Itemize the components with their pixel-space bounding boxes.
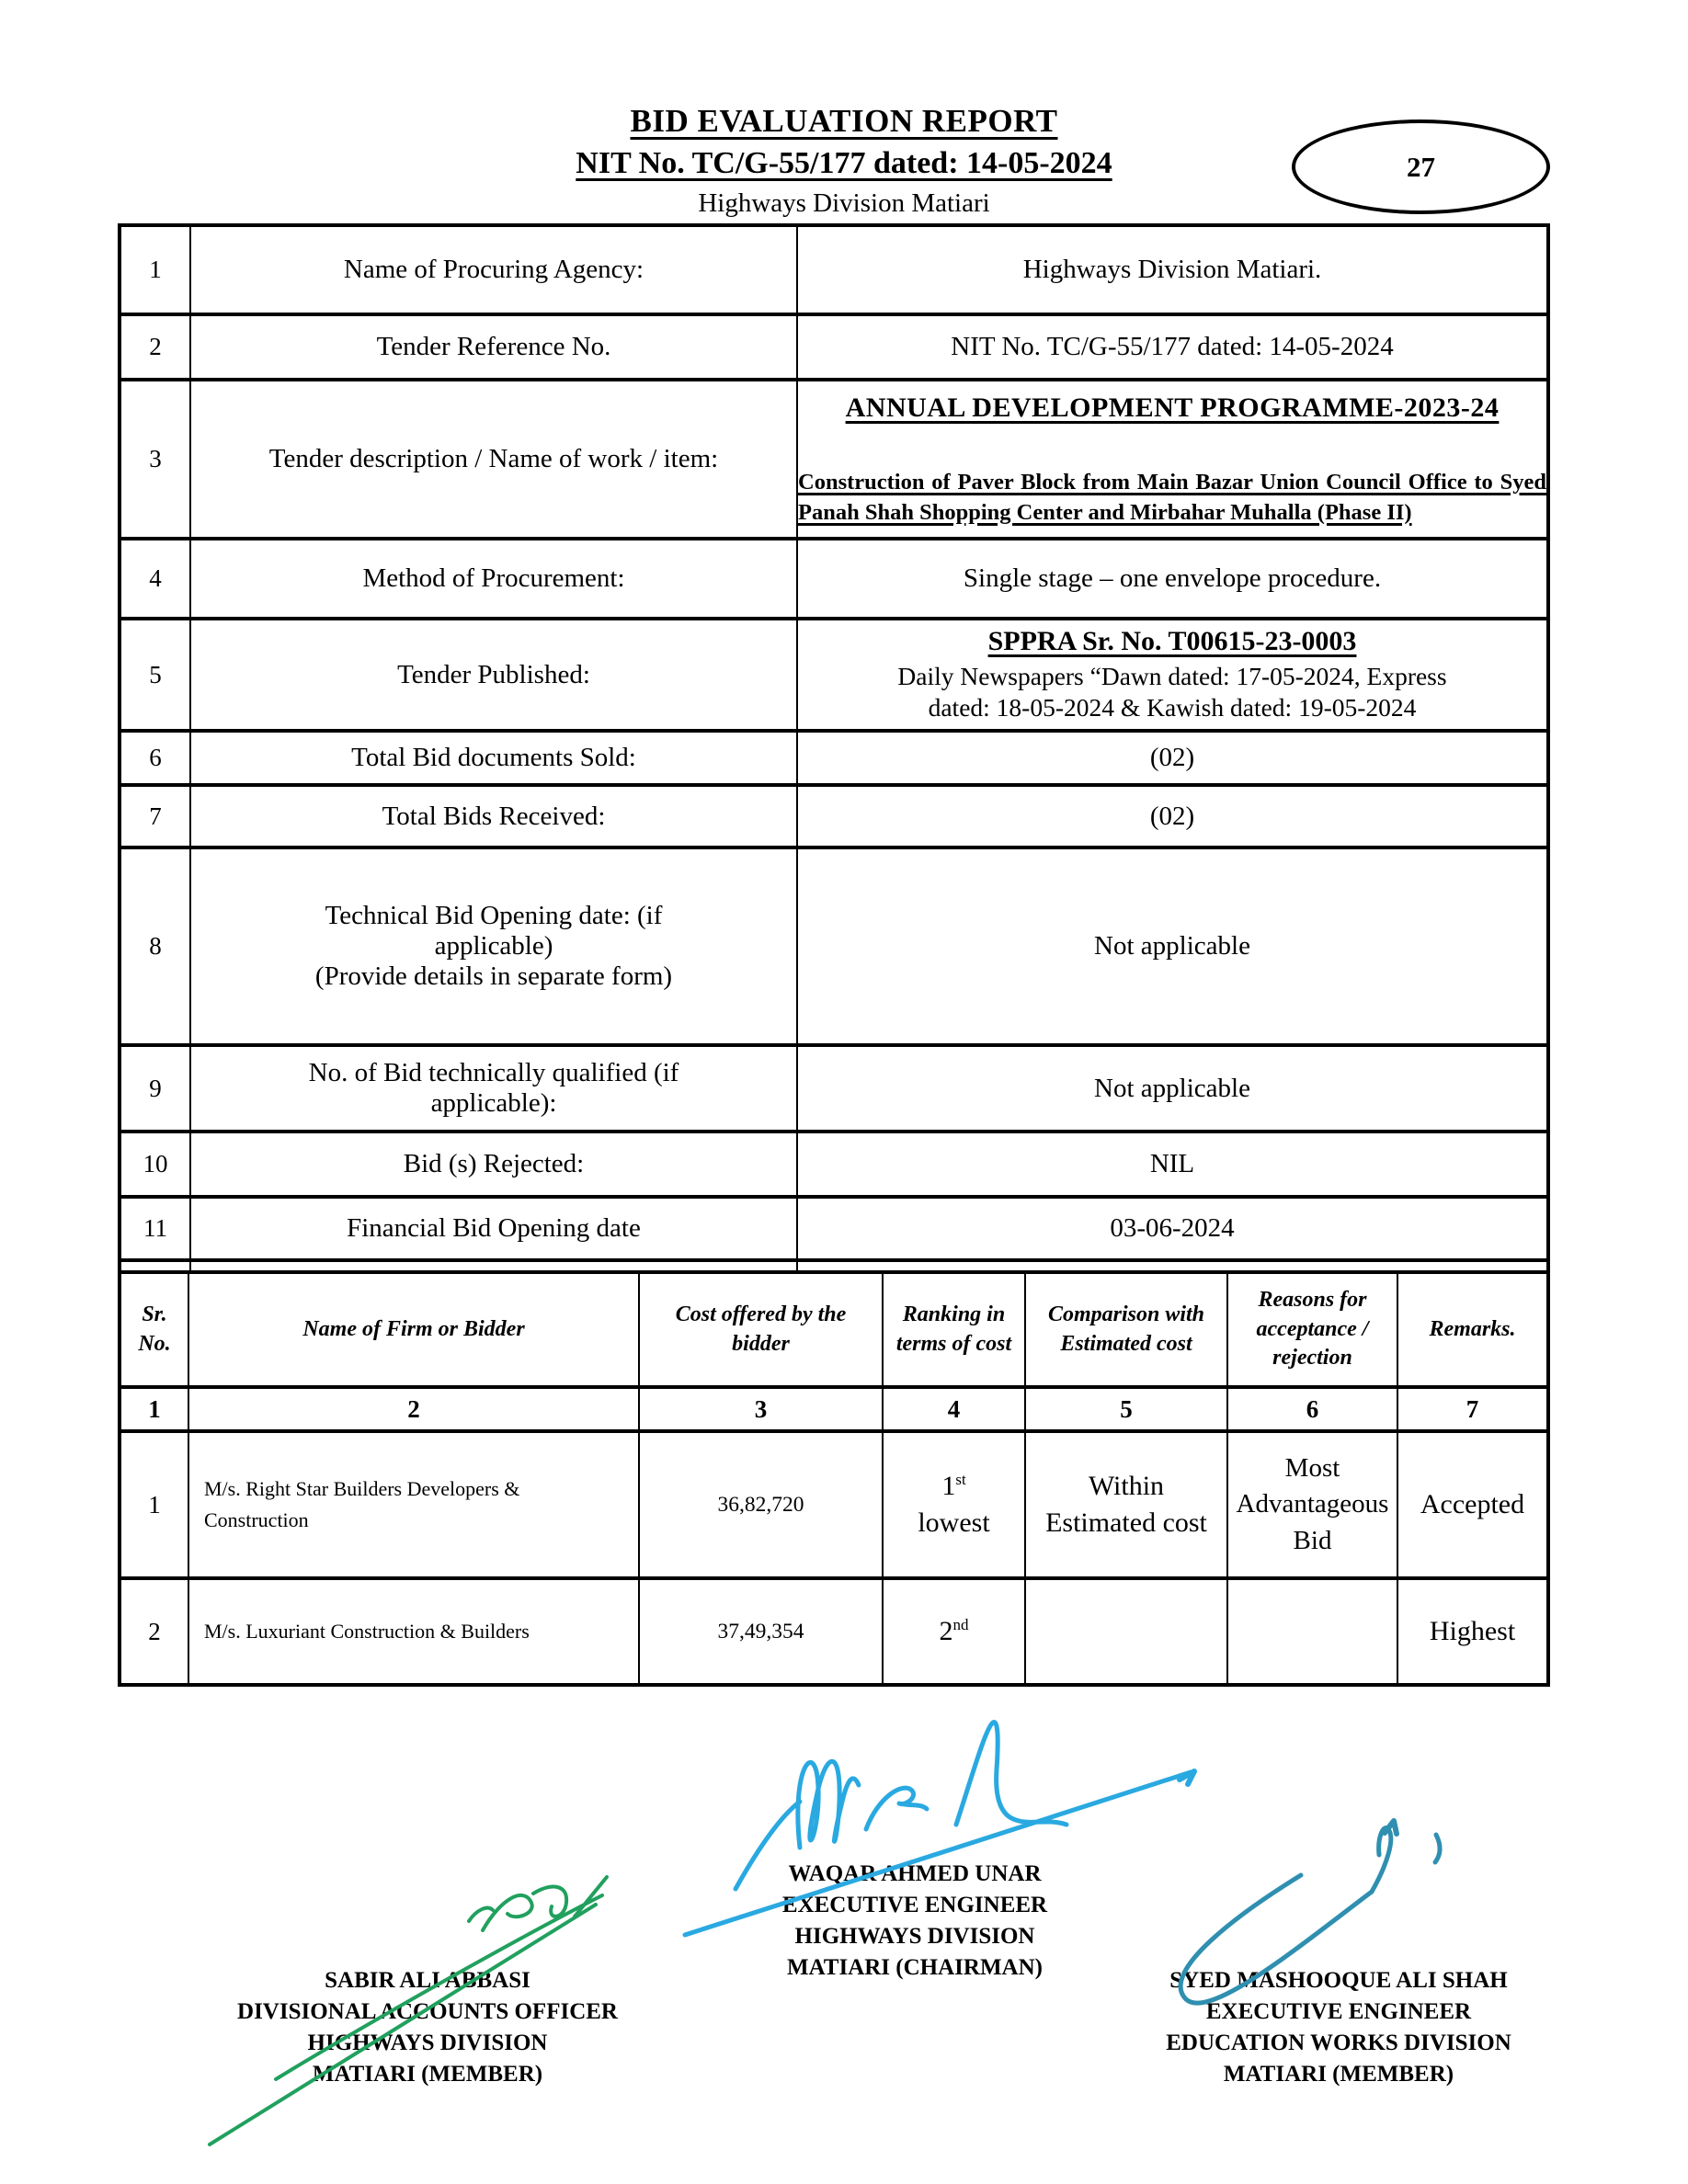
row-value: Not applicable <box>797 847 1548 1045</box>
bidder-row <box>120 1431 1548 1578</box>
newspapers-detail: Daily Newspapers “Dawn dated: 17-05-2024, Express dated: 18-05-2024 & Kawish dated: 19-05-2024 <box>897 661 1447 722</box>
row-value <box>797 380 1548 539</box>
signatory-name: SABIR ALI ABBASI <box>325 1968 530 1993</box>
bidder-sr: 1 <box>120 1431 188 1578</box>
row-value: Single stage – one envelope procedure. <box>797 539 1548 619</box>
row-number: 8 <box>120 847 190 1045</box>
member-left-signature-block <box>170 1965 685 2090</box>
col-header-reasons: Reasons for acceptance / rejection <box>1227 1272 1397 1387</box>
bidder-reasons: Most Advantageous Bid <box>1227 1431 1397 1578</box>
row-number: 1 <box>120 225 190 314</box>
signatory-title: EXECUTIVE ENGINEER <box>781 1893 1048 1917</box>
row-label: Name of Procuring Agency: <box>190 225 797 314</box>
table-row <box>120 1197 1548 1260</box>
signatory-title: EXECUTIVE ENGINEER <box>1205 1999 1472 2024</box>
col-number: 4 <box>883 1387 1025 1431</box>
col-header-comparison: Comparison with Estimated cost <box>1025 1272 1227 1387</box>
bidder-remarks: Highest <box>1397 1578 1548 1685</box>
bidder-comparison <box>1025 1578 1227 1685</box>
row-number: 3 <box>120 380 190 539</box>
row-value: NIT No. TC/G-55/177 dated: 14-05-2024 <box>797 314 1548 380</box>
column-number-row <box>120 1387 1548 1431</box>
work-description: Construction of Paver Block from Main Bazar Union Council Office to Syed Panah Shah Shopping Center and Mirbahar Muhalla (Phase II) <box>798 470 1546 525</box>
row-value: (02) <box>797 785 1548 847</box>
page-number-badge <box>1292 119 1550 214</box>
col-number: 2 <box>188 1387 639 1431</box>
bidder-comparison: Within Estimated cost <box>1025 1431 1227 1578</box>
row-value: (02) <box>797 731 1548 785</box>
rank-number: 1 <box>941 1470 956 1501</box>
col-number: 3 <box>639 1387 883 1431</box>
row-number: 2 <box>120 314 190 380</box>
row-label-line: Technical Bid Opening date: (if applicable) <box>325 901 663 961</box>
header-row <box>120 1272 1548 1387</box>
rank-ordinal <box>884 1468 1024 1506</box>
row-number: 11 <box>120 1197 190 1260</box>
programme-heading: ANNUAL DEVELOPMENT PROGRAMME-2023-24 <box>845 392 1500 424</box>
row-value: 03-06-2024 <box>797 1197 1548 1260</box>
col-number: 7 <box>1397 1387 1548 1431</box>
row-number: 7 <box>120 785 190 847</box>
table-row <box>120 225 1548 314</box>
signatory-role: MATIARI (MEMBER) <box>312 2062 543 2087</box>
rank-suffix: nd <box>952 1615 969 1633</box>
bidder-firm: M/s. Right Star Builders Developers & Construction <box>188 1431 639 1578</box>
row-label: Financial Bid Opening date <box>190 1197 797 1260</box>
row-label-line: No. of Bid technically qualified (if applicable): <box>308 1058 679 1118</box>
sppra-serial: SPPRA Sr. No. T00615-23-0003 <box>987 625 1357 656</box>
col-header-sr: Sr. No. <box>120 1272 188 1387</box>
bidder-rank <box>883 1578 1025 1685</box>
row-number: 6 <box>120 731 190 785</box>
signatory-division: EDUCATION WORKS DIVISION <box>1166 2030 1511 2055</box>
row-number: 9 <box>120 1045 190 1132</box>
signatory-name: WAQAR AHMED UNAR <box>788 1861 1042 1886</box>
bid-evaluation-table <box>118 1270 1550 1687</box>
row-label <box>190 1045 797 1132</box>
bidder-remarks: Accepted <box>1397 1431 1548 1578</box>
signatory-division: HIGHWAYS DIVISION <box>307 2030 548 2055</box>
col-header-firm: Name of Firm or Bidder <box>188 1272 639 1387</box>
table-row <box>120 380 1548 539</box>
col-header-cost: Cost offered by the bidder <box>639 1272 883 1387</box>
col-number: 1 <box>120 1387 188 1431</box>
bidder-row <box>120 1578 1548 1685</box>
col-number: 6 <box>1227 1387 1397 1431</box>
row-number: 5 <box>120 619 190 731</box>
row-value <box>797 619 1548 731</box>
col-header-remarks: Remarks. <box>1397 1272 1548 1387</box>
bidder-cost: 37,49,354 <box>639 1578 883 1685</box>
signatory-title: DIVISIONAL ACCOUNTS OFFICER <box>237 1999 618 2024</box>
row-label-line: (Provide details in separate form) <box>314 961 673 991</box>
rank-word: lowest <box>918 1507 990 1538</box>
table-row <box>120 785 1548 847</box>
rank-number: 2 <box>939 1615 953 1646</box>
row-value: Highways Division Matiari. <box>797 225 1548 314</box>
signatory-role: MATIARI (MEMBER) <box>1223 2062 1454 2087</box>
col-number: 5 <box>1025 1387 1227 1431</box>
table-row <box>120 314 1548 380</box>
row-label: Method of Procurement: <box>190 539 797 619</box>
table-row <box>120 539 1548 619</box>
row-label: Tender description / Name of work / item: <box>190 380 797 539</box>
rank-ordinal <box>884 1613 1024 1651</box>
chairman-signature-block <box>713 1859 1117 1984</box>
signatory-role: MATIARI (CHAIRMAN) <box>787 1955 1043 1980</box>
bidder-sr: 2 <box>120 1578 188 1685</box>
signatory-division: HIGHWAYS DIVISION <box>794 1924 1035 1949</box>
table-row <box>120 847 1548 1045</box>
table-row <box>120 1045 1548 1132</box>
row-number: 4 <box>120 539 190 619</box>
row-value: NIL <box>797 1132 1548 1197</box>
bidder-reasons <box>1227 1578 1397 1685</box>
table-row <box>120 619 1548 731</box>
report-title: BID EVALUATION REPORT <box>630 103 1058 139</box>
row-label <box>190 847 797 1045</box>
row-label: Tender Published: <box>190 619 797 731</box>
row-label: Total Bid documents Sold: <box>190 731 797 785</box>
page-number: 27 <box>1407 150 1435 183</box>
report-division: Highways Division Matiari <box>698 188 990 218</box>
row-label: Total Bids Received: <box>190 785 797 847</box>
row-label: Bid (s) Rejected: <box>190 1132 797 1197</box>
bidder-cost: 36,82,720 <box>639 1431 883 1578</box>
tender-info-table <box>118 223 1550 1318</box>
col-header-rank: Ranking in terms of cost <box>883 1272 1025 1387</box>
signatory-name: SYED MASHOOQUE ALI SHAH <box>1169 1968 1508 1993</box>
bidder-rank <box>883 1431 1025 1578</box>
bidder-firm: M/s. Luxuriant Construction & Builders <box>188 1578 639 1685</box>
member-right-signature-block <box>1090 1965 1587 2090</box>
table-row <box>120 1132 1548 1197</box>
table-row <box>120 731 1548 785</box>
rank-suffix: st <box>955 1470 966 1488</box>
row-value: Not applicable <box>797 1045 1548 1132</box>
report-subtitle: NIT No. TC/G-55/177 dated: 14-05-2024 <box>576 146 1112 180</box>
row-label: Tender Reference No. <box>190 314 797 380</box>
row-number: 10 <box>120 1132 190 1197</box>
